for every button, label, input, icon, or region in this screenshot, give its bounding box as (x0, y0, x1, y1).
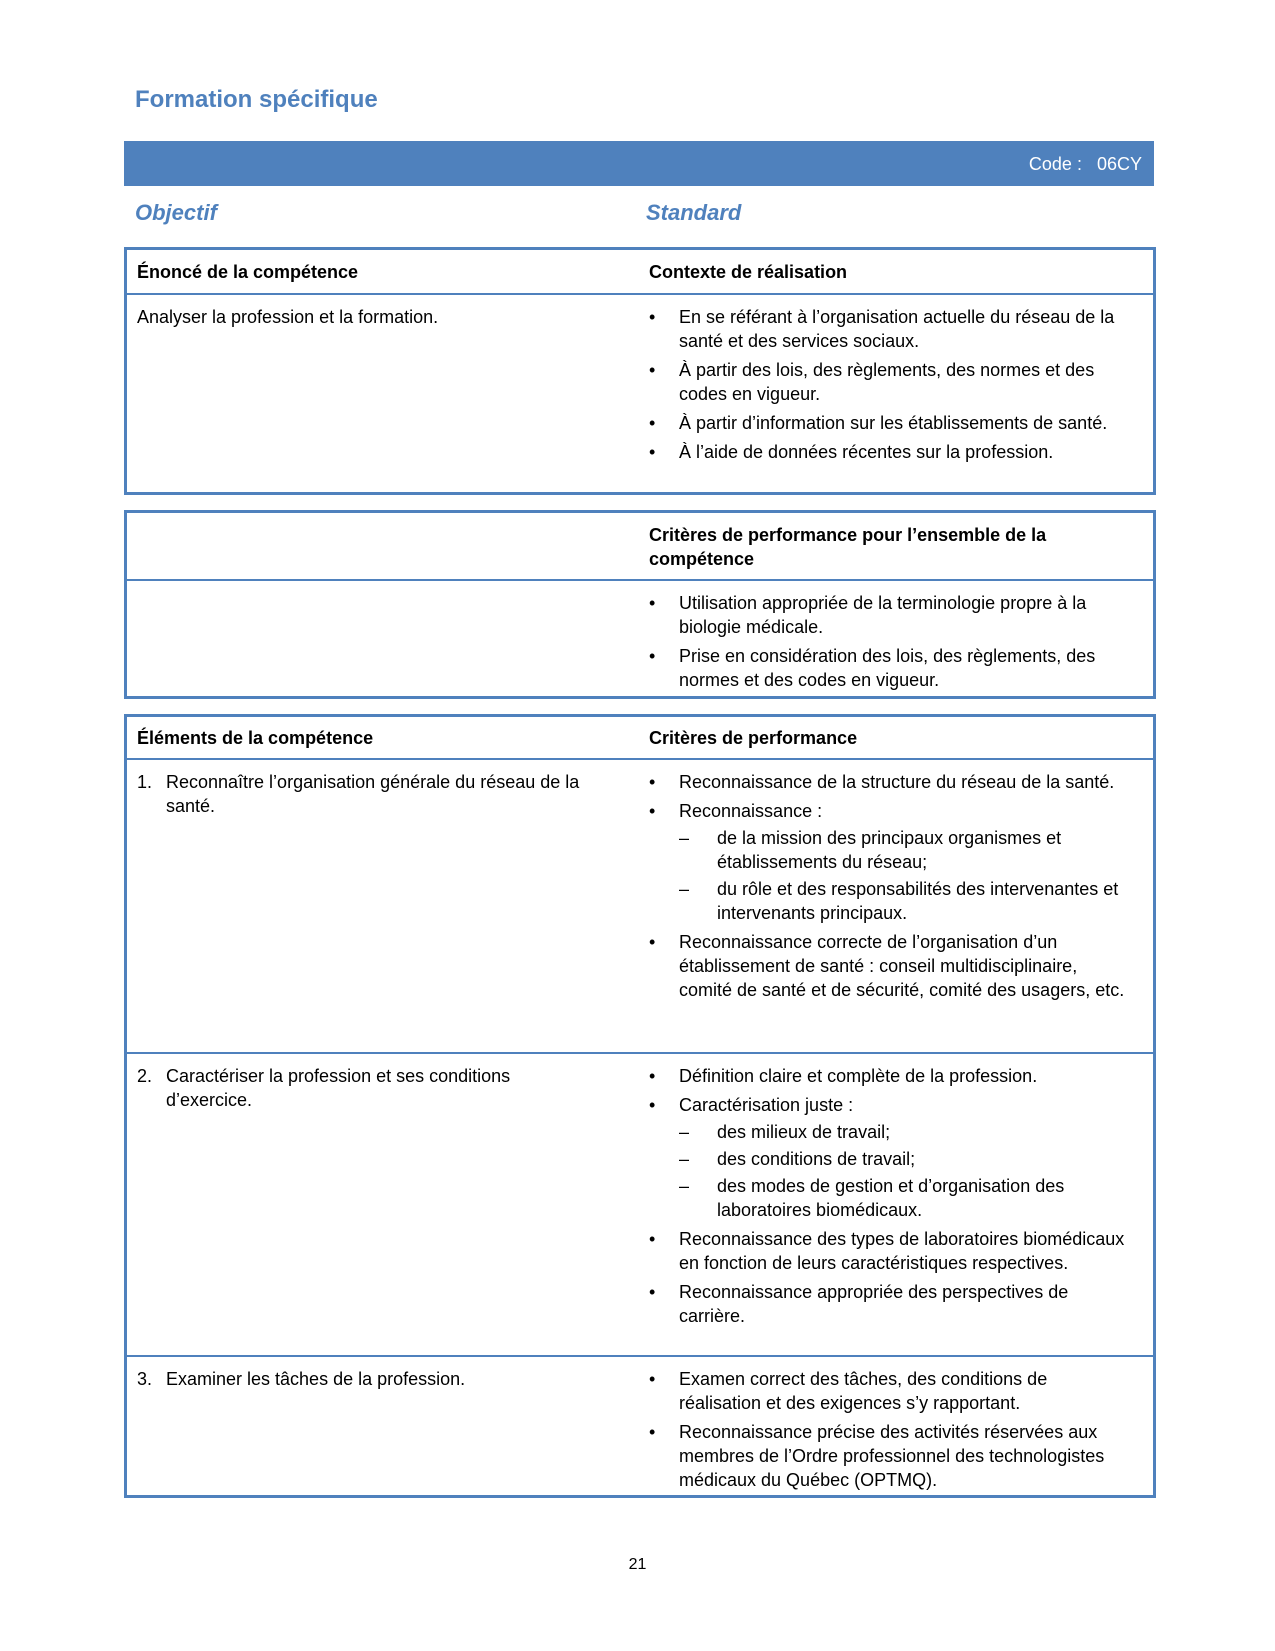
list-item-label: Reconnaissance : (679, 801, 823, 821)
overall-criteria-header: Critères de performance pour l’ensemble de la compétence (649, 525, 1047, 569)
sub-list-item: – des modes de gestion et d’organisation des laboratoires biomédicaux. (679, 1174, 1127, 1222)
list-item: • À partir des lois, des règlements, des normes et des codes en vigueur. (649, 358, 1127, 406)
list-item: • En se référant à l’organisation actuelle du réseau de la santé et des services sociaux. (649, 305, 1127, 353)
list-item: • Prise en considération des lois, des règlements, des normes et des codes en vigueur. (649, 644, 1127, 692)
list-item: • Reconnaissance de la structure du réseau de la santé. (649, 770, 1127, 794)
overall-criteria-table (124, 510, 1156, 699)
code-bar (124, 141, 1154, 186)
element-text: Examiner les tâches de la profession. (166, 1369, 466, 1389)
table-row (127, 1355, 1153, 1497)
code-value: 06CY (1096, 154, 1142, 174)
criteria-list (649, 770, 1127, 1007)
page-title: Formation spécifique (135, 86, 378, 113)
sub-list-item: – des milieux de travail; (679, 1120, 1127, 1144)
context-header: Contexte de réalisation (649, 262, 848, 282)
page-number: 21 (628, 1556, 647, 1573)
course-code (1029, 154, 1142, 175)
elements-header: Éléments de la compétence (137, 728, 374, 748)
element-number: 1. (137, 772, 153, 792)
column-heading-standard: Standard (646, 200, 742, 225)
list-item: • À l’aide de données récentes sur la profession. (649, 440, 1127, 464)
sub-list-item: – du rôle et des responsabilités des intervenantes et intervenants principaux. (679, 877, 1127, 925)
table-row (127, 1052, 1153, 1355)
element-number: 3. (137, 1369, 153, 1389)
context-list (649, 305, 1127, 469)
column-heading-objectif: Objectif (135, 200, 217, 225)
list-item: • Reconnaissance correcte de l’organisation d’un établissement de santé : conseil multidisciplinaire, comité de santé et de sécurité, comité des usagers, etc. (649, 930, 1127, 1002)
element-number: 2. (137, 1066, 153, 1086)
table-header-row (127, 717, 1153, 760)
table-header-row (127, 250, 1153, 295)
criteria-list (649, 1367, 1127, 1497)
list-item-label: Caractérisation juste : (679, 1095, 854, 1115)
competency-statement-table (124, 247, 1156, 495)
list-item: • À partir d’information sur les établissements de santé. (649, 411, 1127, 435)
table-row (127, 760, 1153, 1052)
element-text: Reconnaître l’organisation générale du réseau de la santé. (166, 772, 580, 816)
criteria-list (649, 1064, 1127, 1333)
element-text: Caractériser la profession et ses conditions d’exercice. (166, 1066, 511, 1110)
statement-header: Énoncé de la compétence (137, 262, 359, 282)
list-item: • Reconnaissance des types de laboratoires biomédicaux en fonction de leurs caractéristiques respectives. (649, 1227, 1127, 1275)
list-item: • Utilisation appropriée de la terminologie propre à la biologie médicale. (649, 591, 1127, 639)
table-header-row (127, 513, 1153, 581)
sub-list-item: – des conditions de travail; (679, 1147, 1127, 1171)
list-item: • Définition claire et complète de la profession. (649, 1064, 1127, 1088)
element-item (137, 1367, 592, 1391)
element-item (137, 1064, 592, 1112)
code-label: Code : (1028, 154, 1082, 174)
list-item (649, 799, 1127, 925)
list-item (649, 1093, 1127, 1222)
element-item (137, 770, 592, 818)
list-item: • Reconnaissance appropriée des perspectives de carrière. (649, 1280, 1127, 1328)
criteria-header: Critères de performance (649, 728, 858, 748)
elements-table (124, 714, 1156, 1498)
overall-criteria-list (649, 591, 1127, 697)
list-item: • Reconnaissance précise des activités réservées aux membres de l’Ordre professionnel des technologistes médicaux du Québec (OPTMQ). (649, 1420, 1127, 1492)
sub-list-item: – de la mission des principaux organismes et établissements du réseau; (679, 826, 1127, 874)
list-item: • Examen correct des tâches, des conditions de réalisation et des exigences s’y rapportant. (649, 1367, 1127, 1415)
competency-statement: Analyser la profession et la formation. (137, 307, 439, 327)
